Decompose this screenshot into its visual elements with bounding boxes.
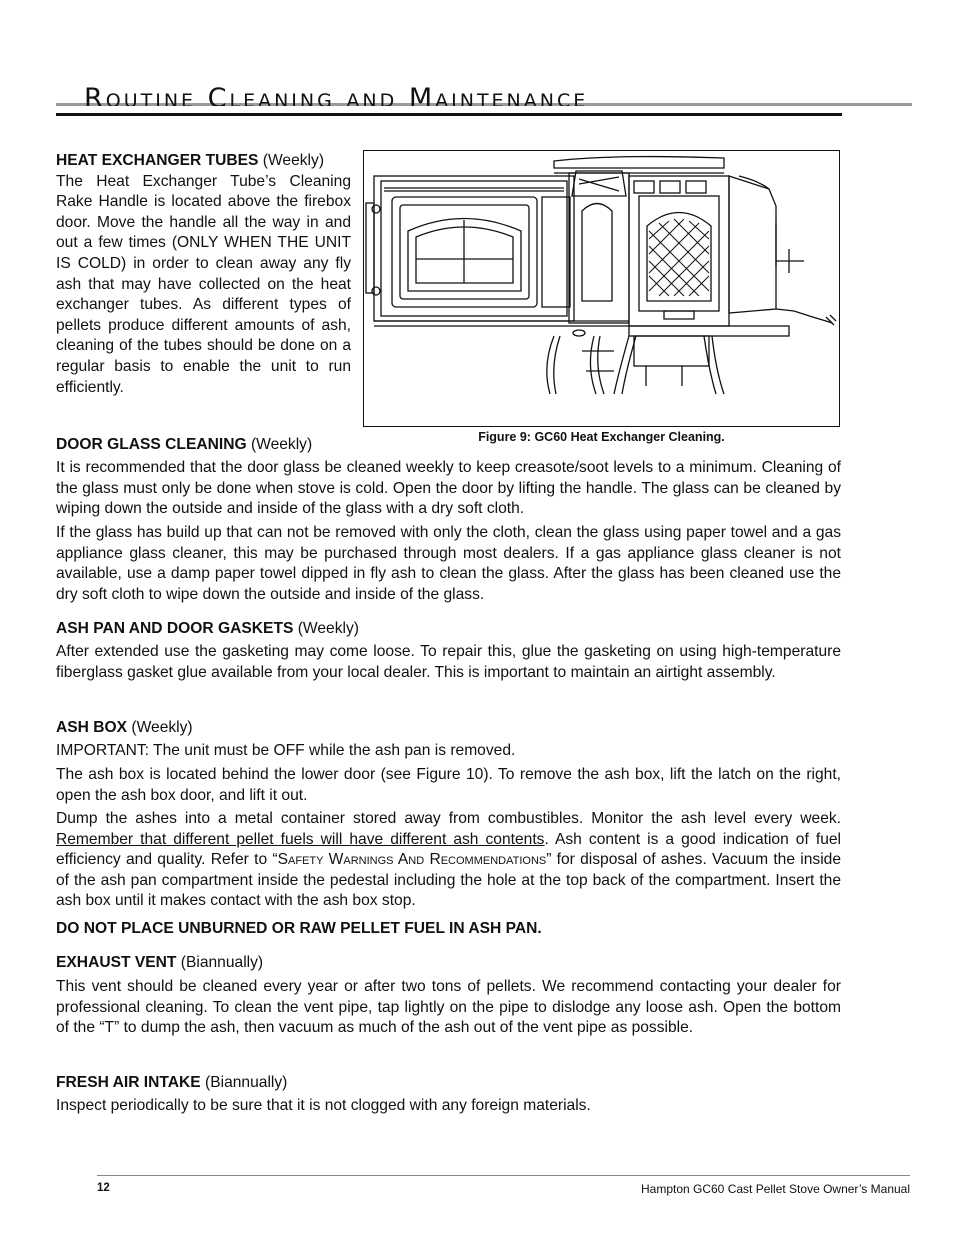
door-glass-para-1: It is recommended that the door glass be cleaned weekly to keep creasote/soot levels to a minimum. Cleaning of the glass must only be done when stove is cold. Open the door by lifting the handle. The glass can be cleaned by wiping down the outside and inside of the glass with a dry soft cloth.	[56, 459, 841, 518]
ash-pan-gaskets-text: After extended use the gasketing may come loose. To repair this, glue the gasketing on using high-temperature fiberglass gasket glue available from your local dealer. This is important to maintain an airtight assembly.	[56, 643, 841, 681]
ash-pan-warning: DO NOT PLACE UNBURNED OR RAW PELLET FUEL IN ASH PAN.	[56, 920, 542, 937]
page-title: Routine Cleaning and Maintenance	[84, 84, 589, 106]
ash-box-underlined-note: Remember that different pellet fuels will have different ash contents	[56, 830, 545, 848]
safety-warnings-reference: Safety Warnings And Recommendations	[277, 851, 547, 869]
ash-box-para-3-end: ” for disposal of ashes. Vacuum the inside of the ash pan compartment inside the pedestal including the hole at the top back of the compartment. Insert the ash box until it makes contact with the ash box stop.	[56, 851, 841, 910]
figure-caption: Figure 9: GC60 Heat Exchanger Cleaning.	[478, 430, 725, 444]
ash-box-para-3	[56, 809, 841, 912]
exhaust-vent-text: This vent should be cleaned every year or after two tons of pellets. We recommend contacting your dealer for professional cleaning. To clean the vent pipe, tap lightly on the pipe to dislodge any loose ash. Open the bottom of the “T” to dump the ash, then vacuum as much of the ash out of the vent pipe as possible.	[56, 978, 841, 1037]
ash-pan-gaskets-heading-line	[56, 619, 841, 640]
heat-exchanger-heading: HEAT EXCHANGER TUBES	[56, 152, 259, 169]
fresh-air-heading: FRESH AIR INTAKE	[56, 1074, 201, 1091]
page-header	[56, 84, 912, 120]
stove-drawing	[364, 151, 838, 425]
header-rule-black	[56, 113, 842, 116]
page-number: 12	[97, 1182, 110, 1194]
heat-exchanger-frequency: (Weekly)	[258, 152, 325, 169]
heat-exchanger-text: The Heat Exchanger Tube’s Cleaning Rake Handle is located above the firebox door. Move the handle all the way in and out a few times (ONLY WHEN THE UNIT IS COLD) in order to clean away any fly ash that may have collected on the heat exchanger tubes. As different types of pellets produce different amounts of ash, cleaning of the tubes should be done on a regular basis to enable the unit to run efficiently.	[56, 172, 351, 396]
manual-title: Hampton GC60 Cast Pellet Stove Owner’s Manual	[640, 1182, 910, 1196]
ash-box-frequency: (Weekly)	[127, 719, 193, 736]
ash-pan-gaskets-heading: ASH PAN AND DOOR GASKETS	[56, 620, 294, 637]
ash-box-heading-line	[56, 718, 841, 739]
fresh-air-text: Inspect periodically to be sure that it is not clogged with any foreign materials.	[56, 1097, 591, 1114]
ash-pan-gaskets-frequency: (Weekly)	[293, 620, 359, 637]
fresh-air-heading-line	[56, 1073, 841, 1094]
fresh-air-frequency: (Biannually)	[200, 1074, 288, 1091]
heat-exchanger-section	[56, 151, 351, 398]
ash-box-para-3-mid: . Ash content is a good indication of fuel efficiency and quality. Refer to “	[56, 830, 841, 869]
figure-stove-illustration	[363, 150, 840, 427]
exhaust-vent-heading-line	[56, 953, 841, 974]
door-glass-heading: DOOR GLASS CLEANING	[56, 436, 247, 453]
door-glass-para-2: If the glass has build up that can not be removed with only the cloth, clean the glass using paper towel and a gas appliance glass cleaner, this may be purchased through most dealers. If a gas appliance glass cleaner is not available, use a damp paper towel dipped in fly ash to clean the glass. After the glass has been cleaned use the dry soft cloth to wipe down the outside and inside of the glass.	[56, 524, 841, 603]
door-glass-heading-line	[56, 435, 841, 456]
footer-rule	[97, 1175, 910, 1176]
door-glass-frequency: (Weekly)	[246, 436, 313, 453]
ash-box-heading: ASH BOX	[56, 719, 128, 736]
ash-box-para-1: IMPORTANT: The unit must be OFF while the ash pan is removed.	[56, 742, 516, 759]
ash-box-para-3-start: Dump the ashes into a metal container stored away from combustibles. Monitor the ash level every week.	[56, 810, 841, 827]
exhaust-vent-frequency: (Biannually)	[176, 954, 264, 971]
ash-box-para-2: The ash box is located behind the lower door (see Figure 10). To remove the ash box, lift the latch on the right, open the ash box door, and lift it out.	[56, 766, 841, 804]
exhaust-vent-heading: EXHAUST VENT	[56, 954, 177, 971]
